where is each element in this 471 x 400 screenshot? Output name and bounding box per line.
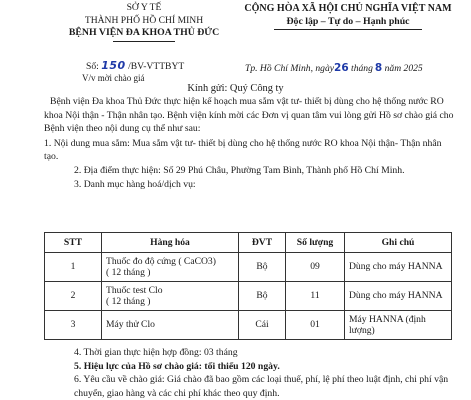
header-goods: Hàng hóa bbox=[102, 233, 239, 253]
cell-stt: 2 bbox=[45, 282, 102, 311]
cell-quantity: 09 bbox=[286, 253, 345, 282]
header-quantity: Số lượng bbox=[286, 233, 345, 253]
table-row bbox=[45, 282, 452, 311]
point-6: 6. Yêu cầu về chào giá: Giá chào đã bao gồm các loại thuế, phí, lệ phí theo luật định, chi phí vận chuyển, giao hàng và các chi phí khác theo quy định. bbox=[74, 374, 449, 399]
table-row bbox=[45, 253, 452, 282]
cell-unit: Bộ bbox=[239, 282, 286, 311]
point-2: 2. Địa điểm thực hiện: Số 29 Phú Châu, Phường Tam Bình, Thành phố Hồ Chí Minh. bbox=[74, 164, 405, 176]
cell-goods: Máy thử Clo bbox=[102, 311, 239, 340]
document-date bbox=[245, 62, 423, 74]
cell-stt: 3 bbox=[45, 311, 102, 340]
cell-unit: Bộ bbox=[239, 253, 286, 282]
date-month-label: tháng bbox=[351, 63, 373, 74]
cell-goods: Thuốc đo độ cứng ( CaCO3) ( 12 tháng ) bbox=[102, 253, 239, 282]
header-stt: STT bbox=[45, 233, 102, 253]
point-3: 3. Danh mục hàng hoá/dịch vụ: bbox=[74, 178, 196, 190]
header-left-divider bbox=[113, 41, 175, 42]
point-4: 4. Thời gian thực hiện hợp đồng: 03 tháng bbox=[74, 347, 238, 358]
cell-unit: Cái bbox=[239, 311, 286, 340]
cell-note: Dùng cho máy HANNA bbox=[345, 282, 452, 311]
goods-table bbox=[44, 232, 452, 340]
cell-quantity: 01 bbox=[286, 311, 345, 340]
point-1: 1. Nội dung mua sắm: Mua sắm vật tư- thiết bị dùng cho hệ thống nước RO khoa Nội thận- Thận nhân tạo. bbox=[44, 137, 442, 163]
hospital-name: BỆNH VIỆN ĐA KHOA THỦ ĐỨC bbox=[68, 27, 220, 38]
cell-goods: Thuốc test Clo ( 12 tháng ) bbox=[102, 282, 239, 311]
header-unit: ĐVT bbox=[239, 233, 286, 253]
date-year: năm 2025 bbox=[384, 63, 423, 74]
point-5: 5. Hiệu lực của Hồ sơ chào giá: tối thiểu 120 ngày. bbox=[74, 360, 280, 372]
national-motto: Độc lập – Tự do – Hạnh phúc bbox=[286, 15, 410, 27]
header-right-divider bbox=[274, 29, 422, 30]
cell-quantity: 11 bbox=[286, 282, 345, 311]
table-row bbox=[45, 311, 452, 340]
country-name: CỘNG HÒA XÃ HỘI CHỦ NGHĨA VIỆT NAM bbox=[244, 3, 452, 14]
ministry-name: SỞ Y TẾ bbox=[126, 2, 162, 13]
cell-stt: 1 bbox=[45, 253, 102, 282]
intro-paragraph: Bệnh viện Đa khoa Thủ Đức thực hiện kế hoạch mua sắm vật tư- thiết bị dùng cho hệ thống nước RO khoa Nội thận - Thận nhân tạo. Bệnh viện kính mời các Đơn vị quan tâm vui lòng gửi Hồ sơ chào giá cho Bệnh viện theo nội dung cụ thể như sau: bbox=[44, 96, 454, 135]
document-number bbox=[86, 59, 184, 72]
number-suffix: /BV-VTTBYT bbox=[128, 61, 185, 72]
recipient-line: Kính gửi: Quý Công ty bbox=[187, 83, 284, 94]
header-left bbox=[34, 2, 254, 42]
date-month: 8 bbox=[374, 62, 383, 74]
header-right bbox=[232, 3, 464, 30]
date-day: 26 bbox=[334, 62, 349, 74]
number-prefix: Số: bbox=[86, 61, 99, 72]
cell-note: Dùng cho máy HANNA bbox=[345, 253, 452, 282]
document-subject: V/v mời chào giá bbox=[82, 73, 145, 83]
cell-note: Máy HANNA (định lượng) bbox=[345, 311, 452, 340]
city-name: THÀNH PHỐ HỒ CHÍ MINH bbox=[84, 14, 204, 26]
after-table-text bbox=[74, 346, 471, 400]
number-handwritten: 150 bbox=[101, 59, 126, 72]
body-text bbox=[44, 95, 454, 191]
date-place: Tp. Hồ Chí Minh, ngày bbox=[245, 63, 335, 74]
table-header-row bbox=[45, 233, 452, 253]
header-note: Ghi chú bbox=[345, 233, 452, 253]
